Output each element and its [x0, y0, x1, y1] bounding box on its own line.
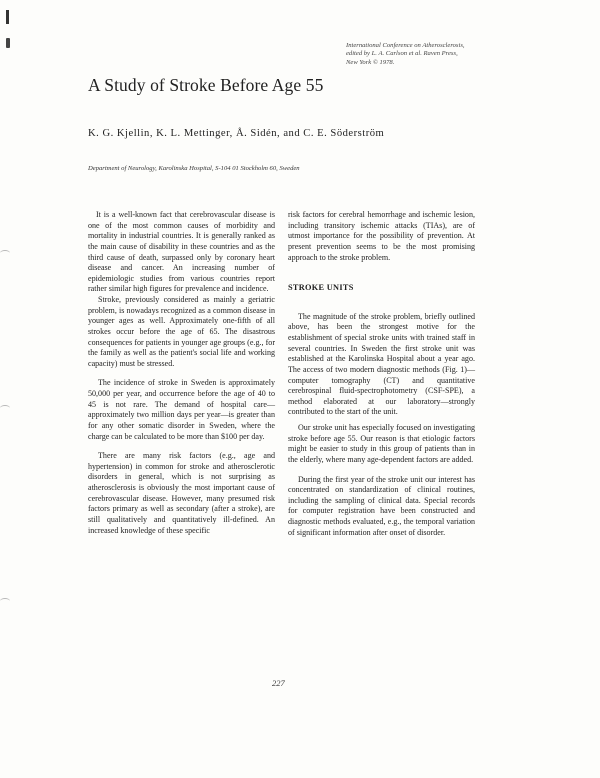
section-heading: STROKE UNITS [288, 283, 354, 293]
source-note-line: edited by L. A. Carlson et al. Raven Press, [346, 50, 458, 58]
scan-edge-mark [0, 250, 10, 256]
body-paragraph: Stroke, previously considered as mainly a geriatric problem, is nowadays recognized as a common disease in younger ages as well. Approximately one-fifth of all strokes occur before the age of 65. The disastrous consequences for patients in younger age groups (e.g., for the family as well as the patient's social life and working capacity) must be stressed. [88, 295, 275, 368]
body-paragraph: During the first year of the stroke unit our interest has concentrated on standardization of clinical routines, including the sampling of clinical data. Special records for computer registration have been constructed and diagnostic methods evaluated, e.g., the temporal variation of significant information after onset of disorder. [288, 474, 475, 537]
source-note-line: International Conference on Atherosclerosis, [346, 42, 465, 49]
page-number: 227 [272, 678, 285, 688]
body-paragraph: The magnitude of the stroke problem, briefly outlined above, has been the strongest motive for the establishment of special stroke units with trained staff in several countries. In Sweden the first stroke unit was established at the Karolinska Hospital about a year ago. The access of two modern diagnostic methods (Fig. 1)—computer tomography (CT) and quantitative cerebrospinal fluid-spectrophotometry (CSF-SPE), a method elaborated at our laboratory—strongly contributed to the start of the unit. [288, 311, 475, 417]
scan-mark [6, 10, 9, 24]
body-paragraph: There are many risk factors (e.g., age and hypertension) in common for stroke and atherosclerotic disorders in general, which is not surprising as atherosclerosis is obviously the most important cause of cerebrovascular disease. However, many presumed risk factors primary as well as secondary (after a stroke), are still qualitatively and quantitatively ill-defined. An increased knowledge of these specific [88, 451, 275, 535]
scan-edge-mark [0, 405, 10, 411]
right-column [288, 210, 475, 538]
body-paragraph: The incidence of stroke in Sweden is approximately 50,000 per year, and occurrence before the age of 40 to 45 is not rare. The demand of hospital care—approximately two million days per year—is greater than for any other somatic disorder in Sweden, where the charge can be calculated to be more than $100 per day. [88, 378, 275, 441]
body-paragraph: Our stroke unit has especially focused on investigating stroke before age 55. Our reason is that etiologic factors might be easier to study in this group of patients than in the elderly, where many age-dependent factors are added. [288, 423, 475, 464]
body-paragraph: It is a well-known fact that cerebrovascular disease is one of the most common causes of morbidity and mortality in industrial countries. It is generally ranked as the main cause of disability in these countries and as the third cause of death, surpassed only by coronary heart disease and cancer. An increasing number of epidemiologic studies from various countries report rather similar high figures for prevalence and incidence. [88, 210, 275, 294]
paper-title: A Study of Stroke Before Age 55 [88, 75, 324, 95]
scan-mark [6, 38, 10, 48]
source-note-line: New York © 1978. [346, 58, 395, 66]
left-column [88, 210, 275, 536]
affiliation: Department of Neurology, Karolinska Hospital, S-104 01 Stockholm 60, Sweden [88, 165, 300, 172]
source-note [346, 42, 506, 67]
author-list: K. G. Kjellin, K. L. Mettinger, Å. Sidén, and C. E. Söderström [88, 128, 385, 139]
scan-edge-mark [0, 598, 10, 604]
body-paragraph: risk factors for cerebral hemorrhage and ischemic lesion, including transitory ischemic attacks (TIAs), are of utmost importance for the possibility of prevention. At present prevention seems to be the most promising approach to the stroke problem. [288, 210, 475, 262]
